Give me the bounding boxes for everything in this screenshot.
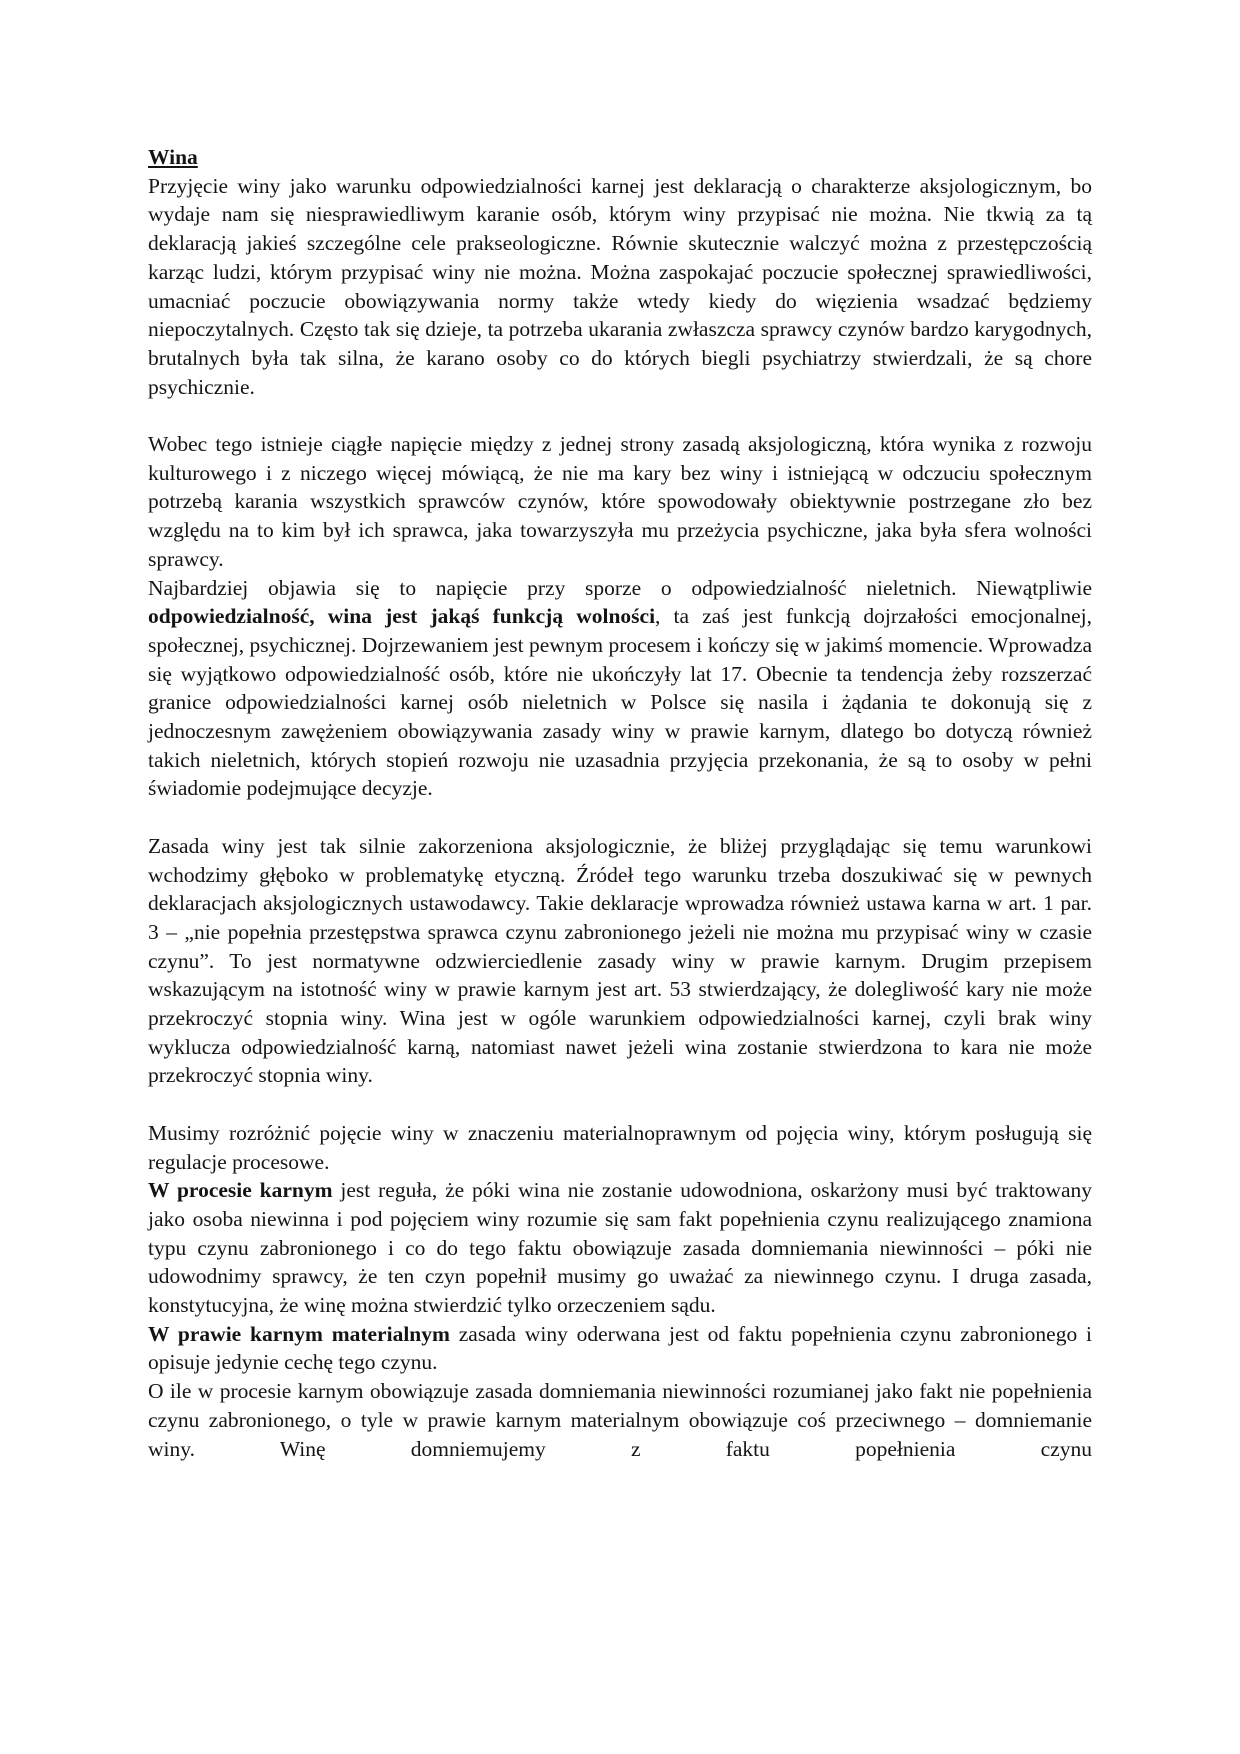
paragraph-2: Wobec tego istnieje ciągłe napięcie między z jednej strony zasadą aksjologiczną, która wynika z rozwoju kulturowego i z niczego więcej mówiącą, że nie ma kary bez winy i istniejącą w odczuciu społecznym potrzebą karania wszystkich sprawców czynów, które spowodowały obiektywnie postrzegane zło bez względu na to kim był ich sprawca, jaka towarzyszyła mu przeżycia psychiczne, jaka była sfera wolności sprawcy. [148,432,1092,571]
document-title: Wina [148,145,198,169]
paragraph-3-text-b: , ta zaś jest funkcją dojrzałości emocjonalnej, społecznej, psychicznej. Dojrzewaniem jest pewnym procesem i kończy się w jakimś momencie. Wprowadza się wyjątkowo odpowiedzialność osób, które nie ukończyły lat 17. Obecnie ta tendencja żeby rozszerzać granice odpowiedzialności karnej osób nieletnich w Polsce się nasila i żądania te dokonują się z jednoczesnym zawężeniem obowiązywania zasady winy w prawie karnym, dlatego bo dotyczą również takich nieletnich, których stopień rozwoju nie uzasadnia przyjęcia przekonania, że są to osoby w pełni świadomie podejmujące decyzje. [148,604,1093,801]
paragraph-8: O ile w procesie karnym obowiązuje zasada domniemania niewinności rozumianej jako fakt nie popełnienia czynu zabronionego, o tyle w prawie karnym materialnym obowiązuje coś przeciwnego – domniemanie winy. Winę domniemujemy z faktu popełnienia czynu [148,1379,1092,1461]
paragraph-3-text-a: Najbardziej objawia się to napięcie przy sporze o odpowiedzialność nieletnich. Niewątpliwie [148,575,1092,600]
paragraph-1: Przyjęcie winy jako warunku odpowiedzialności karnej jest deklaracją o charakterze aksjologicznym, bo wydaje nam się niesprawiedliwym karanie osób, którym winy przypisać nie można. Nie tkwią za tą deklaracją jakieś szczególne cele prakseologiczne. Równie skutecznie walczyć można z przestępczością karząc ludzi, którym przypisać winy nie można. Można zaspokajać poczucie społecznej sprawiedliwości, umacniać poczucie obowiązywania normy także wtedy kiedy do więzienia wsadzać będziemy niepoczytalnych. Często tak się dzieje, ta potrzeba ukarania zwłaszcza sprawcy czynów bardzo karygodnych, brutalnych była tak silna, że karano osoby co do których biegli psychiatrzy stwierdzali, że są chore psychicznie. [148,173,1092,399]
paragraph-3-bold-phrase: odpowiedzialność, wina jest jakąś funkcją wolności [148,604,656,629]
paragraph-6-text: jest reguła, że póki wina nie zostanie udowodniona, oskarżony musi być traktowany jako osoba niewinna i pod pojęciem winy rozumie się sam fakt popełnienia czynu realizującego znamiona typu czynu zabronionego i co do tego faktu obowiązuje zasada domniemania niewinności – póki nie udowodnimy sprawcy, że ten czyn popełnił musimy go uważać za niewinnego czynu. I druga zasada, konstytucyjna, że winę można stwierdzić tylko orzeczeniem sądu. [148,1178,1093,1318]
paragraph-6-bold-phrase: W procesie karnym [148,1178,333,1203]
paragraph-3 [148,574,1092,804]
paragraph-4: Zasada winy jest tak silnie zakorzeniona aksjologicznie, że bliżej przyglądając się temu warunkowi wchodzimy głęboko w problematykę etyczną. Źródeł tego warunku trzeba doszukiwać się w pewnych deklaracjach aksjologicznych ustawodawcy. Takie deklaracje wprowadza również ustawa karna w art. 1 par. 3 – „nie popełnia przestępstwa sprawca czynu zabronionego jeżeli nie można mu przypisać winy w czasie czynu”. To jest normatywne odzwierciedlenie zasady winy w prawie karnym. Drugim przepisem wskazującym na istotność winy w prawie karnym jest art. 53 stwierdzający, że dolegliwość kary nie może przekroczyć stopnia winy. Wina jest w ogóle warunkiem odpowiedzialności karnej, czyli brak winy wyklucza odpowiedzialność karną, natomiast nawet jeżeli wina zostanie stwierdzona to kara nie może przekroczyć stopnia winy. [148,833,1092,1088]
paragraph-7-text: zasada winy oderwana jest od faktu popełnienia czynu zabronionego i opisuje jedynie cechę tego czynu. [148,1321,1092,1375]
paragraph-7 [148,1320,1092,1377]
document-page [148,143,1092,1463]
paragraph-6 [148,1176,1092,1320]
paragraph-7-bold-phrase: W prawie karnym materialnym [148,1321,450,1346]
paragraph-5: Musimy rozróżnić pojęcie winy w znaczeniu materialnoprawnym od pojęcia winy, którym posługują się regulacje procesowe. [148,1120,1092,1174]
